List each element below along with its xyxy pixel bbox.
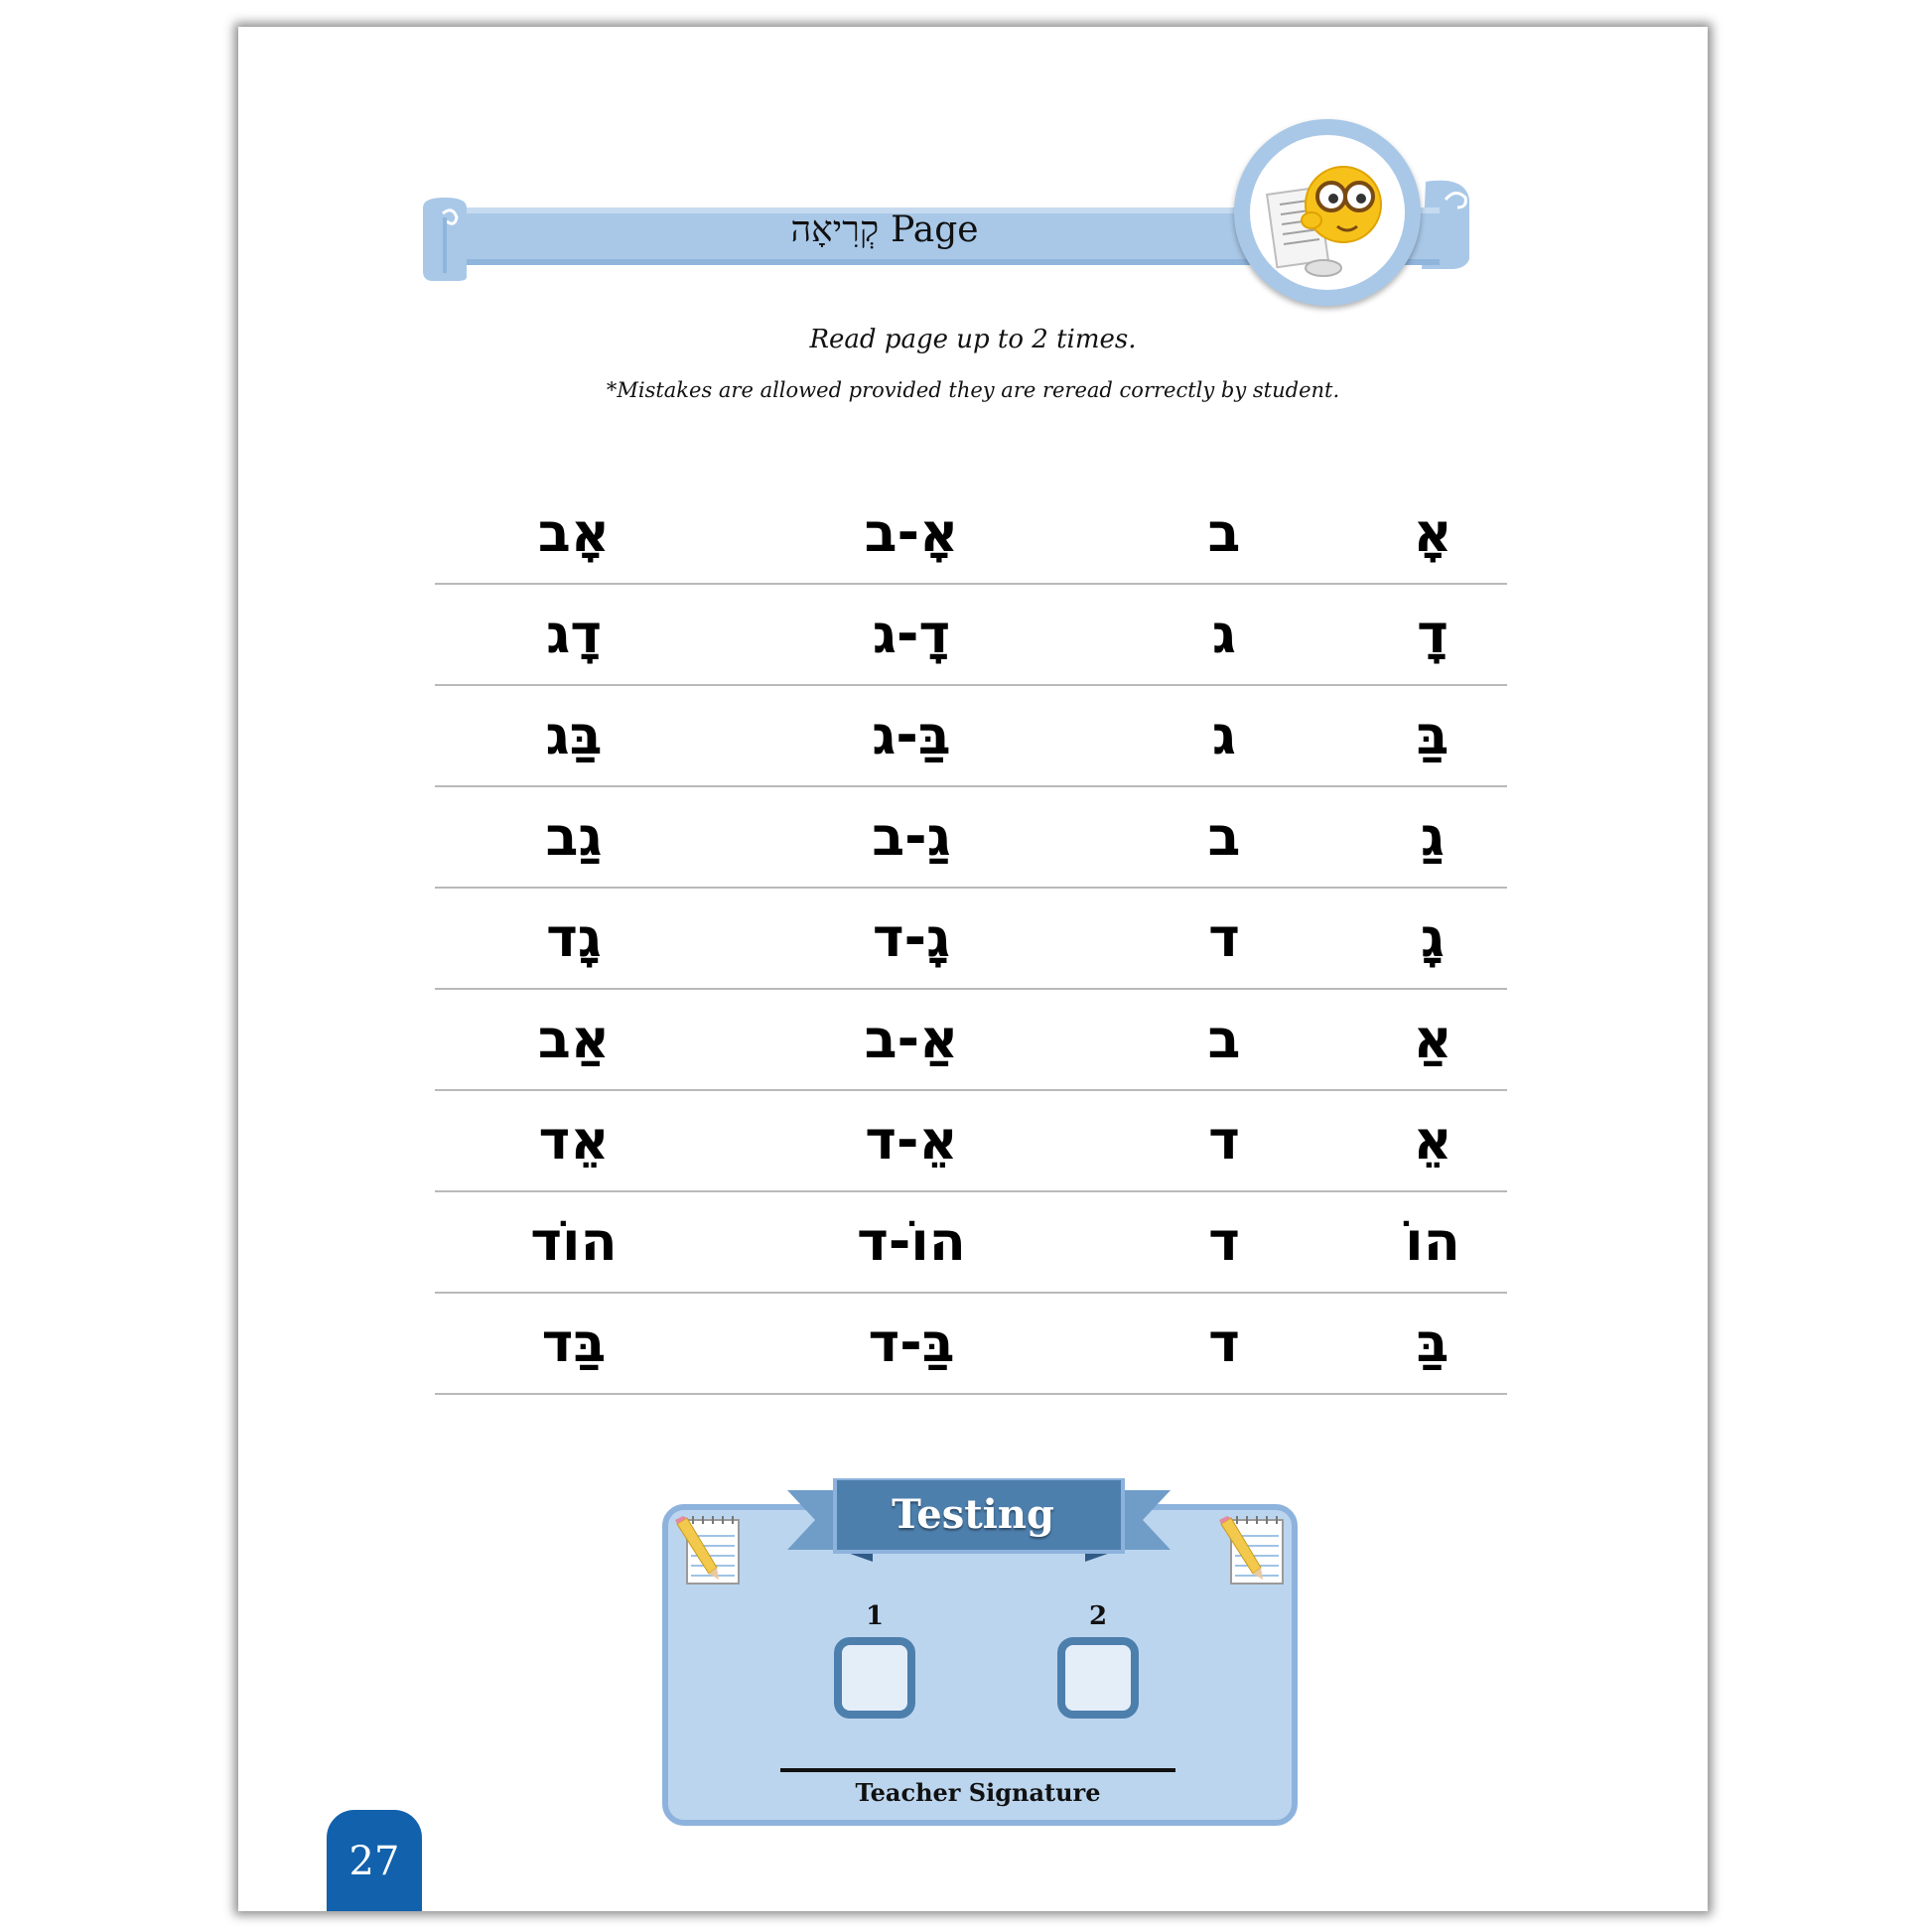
instruction-line-1: Read page up to 2 times. xyxy=(809,325,1137,354)
page-title-hebrew: קְרִיאָה xyxy=(790,209,880,250)
testing-title: Testing xyxy=(892,1491,1054,1538)
reading-row xyxy=(435,1294,1507,1395)
cell-word: אָב xyxy=(537,501,611,564)
cell-word: גָד xyxy=(546,906,602,969)
cell-word: אַב xyxy=(537,1008,611,1070)
cell-syllable: בַּ xyxy=(1416,704,1449,766)
reading-row xyxy=(435,585,1507,686)
cell-hyphenated: בַּ-ג xyxy=(872,704,951,766)
cell-word: גַב xyxy=(545,805,603,868)
reading-row xyxy=(435,889,1507,990)
cell-hyphenated: הוֹ-ד xyxy=(857,1210,966,1273)
cell-letter: ד xyxy=(1208,1210,1240,1273)
cell-hyphenated: אָ-ב xyxy=(864,501,959,564)
cell-letter: ד xyxy=(1208,906,1240,969)
notepad-pencil-icon xyxy=(673,1514,745,1589)
reading-row xyxy=(435,1091,1507,1192)
cell-hyphenated: אַ-ב xyxy=(864,1008,959,1070)
cell-syllable: דָ xyxy=(1417,603,1449,665)
cell-hyphenated: בַּ-ד xyxy=(868,1311,955,1374)
cell-letter: ב xyxy=(1207,1008,1241,1070)
cell-word: אֵד xyxy=(538,1109,610,1172)
reading-row xyxy=(435,686,1507,787)
cell-syllable: גָ xyxy=(1420,906,1446,969)
signature-line[interactable] xyxy=(780,1768,1175,1772)
attempt-1-checkbox[interactable] xyxy=(834,1637,915,1719)
cell-word: בַּג xyxy=(545,704,603,766)
page-title-english: Page xyxy=(891,208,979,250)
cell-hyphenated: אֵ-ד xyxy=(865,1109,958,1172)
cell-hyphenated: דָ-ג xyxy=(872,603,951,665)
reading-character-emblem xyxy=(1234,119,1421,306)
cell-word: דָג xyxy=(546,603,602,665)
cell-hyphenated: גָ-ד xyxy=(872,906,951,969)
cell-letter: ג xyxy=(1211,603,1237,665)
page-number-badge: 27 xyxy=(327,1810,422,1911)
cell-syllable: אֵ xyxy=(1413,1109,1452,1172)
instruction-line-2: *Mistakes are allowed provided they are reread correctly by student. xyxy=(606,378,1340,402)
reading-row xyxy=(435,1192,1507,1294)
notepad-pencil-icon xyxy=(1217,1514,1289,1589)
cell-syllable: גַ xyxy=(1420,805,1446,868)
cell-letter: ב xyxy=(1207,805,1241,868)
attempt-2-label: 2 xyxy=(1088,1601,1108,1631)
cell-letter: ג xyxy=(1211,704,1237,766)
cell-syllable: בַּ xyxy=(1416,1311,1449,1374)
cell-letter: ד xyxy=(1208,1311,1240,1374)
reading-row xyxy=(435,787,1507,889)
cell-letter: ב xyxy=(1207,501,1241,564)
signature-label: Teacher Signature xyxy=(855,1778,1101,1807)
reading-row xyxy=(435,483,1507,585)
cell-syllable: אָ xyxy=(1413,501,1452,564)
worksheet-page xyxy=(238,27,1708,1911)
reading-row xyxy=(435,990,1507,1091)
cell-hyphenated: גַ-ב xyxy=(872,805,951,868)
cell-syllable: אַ xyxy=(1413,1008,1452,1070)
scroll-reader-icon xyxy=(1250,135,1405,290)
cell-syllable: הוֹ xyxy=(1405,1210,1460,1273)
cell-word: הוֹד xyxy=(530,1210,618,1273)
attempt-1-label: 1 xyxy=(865,1601,885,1631)
emblem-inner xyxy=(1250,135,1405,290)
cell-letter: ד xyxy=(1208,1109,1240,1172)
reading-grid xyxy=(435,483,1507,1395)
page-title xyxy=(423,202,1346,257)
cell-word: בַּד xyxy=(541,1311,607,1374)
attempt-2-checkbox[interactable] xyxy=(1057,1637,1139,1719)
